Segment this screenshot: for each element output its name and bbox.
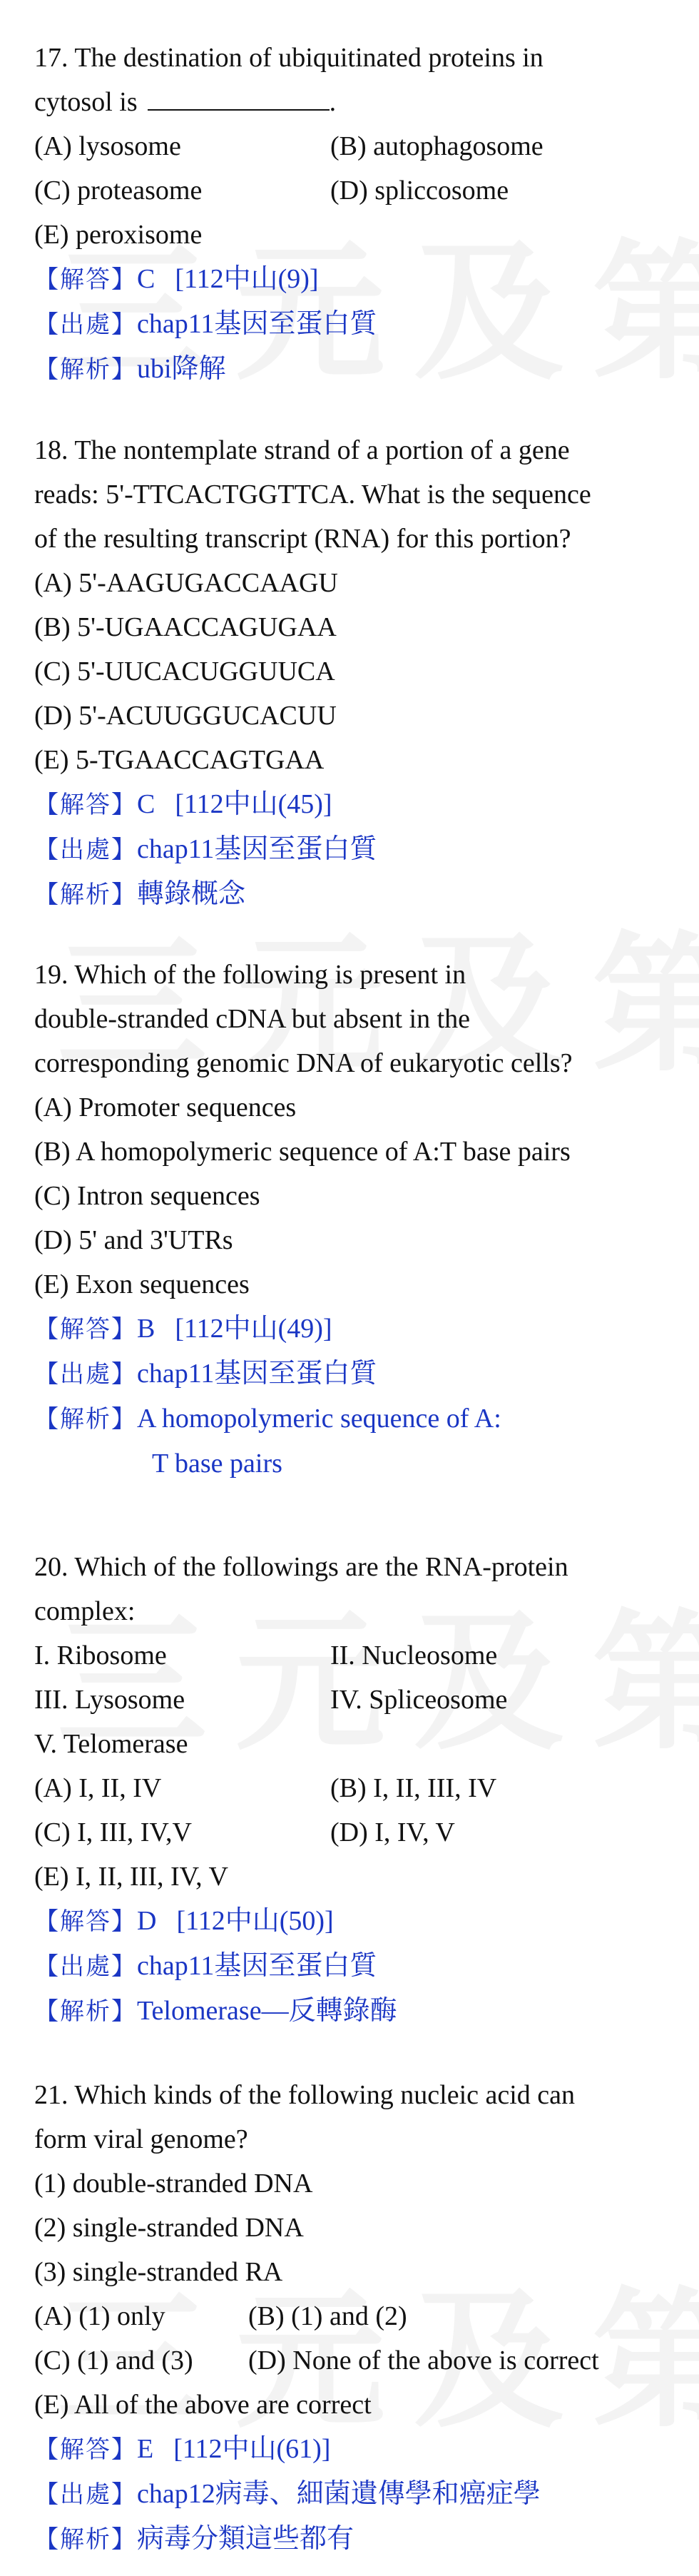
- item-iii: III. Lysosome: [34, 1685, 185, 1715]
- option-d: (D) 5'-ACUUGGUCACUU: [34, 701, 337, 731]
- option-row: [34, 2338, 676, 2383]
- option-e: (E) Exon sequences: [34, 1269, 250, 1299]
- question-stem: cytosol is .: [34, 87, 337, 117]
- option-d: (D) 5' and 3'UTRs: [34, 1225, 233, 1255]
- item-ii: II. Nucleosome: [330, 1641, 498, 1670]
- answer-line: 【解答】E [112中山(61)]: [34, 2434, 331, 2464]
- explanation-line: 【解析】A homopolymeric sequence of A:: [34, 1404, 501, 1434]
- option-a: (A) (1) only: [34, 2301, 165, 2331]
- option-a: (A) lysosome: [34, 131, 181, 161]
- option-b: (B) (1) and (2): [248, 2301, 407, 2331]
- explanation-line: 【解析】ubi降解: [34, 354, 226, 384]
- item-i: I. Ribosome: [34, 1641, 167, 1670]
- source-line: 【出處】chap11基因至蛋白質: [34, 1359, 377, 1389]
- item-row: [34, 1633, 676, 1678]
- option-d: (D) None of the above is correct: [248, 2346, 599, 2375]
- question-stem: form viral genome?: [34, 2124, 248, 2154]
- answer-line: 【解答】C [112中山(9)]: [34, 264, 319, 294]
- answer-line: 【解答】C [112中山(45)]: [34, 789, 332, 819]
- option-row: [34, 124, 676, 168]
- option-e: (E) peroxisome: [34, 220, 203, 250]
- question-18: [34, 428, 676, 917]
- source-line: 【出處】chap12病毒、細菌遺傳學和癌症學: [34, 2479, 541, 2509]
- option-e: (E) All of the above are correct: [34, 2390, 372, 2420]
- explanation-line: 【解析】病毒分類這些都有: [34, 2524, 354, 2554]
- option-a: (A) I, II, IV: [34, 1773, 162, 1803]
- item-v: V. Telomerase: [34, 1729, 188, 1759]
- question-stem: complex:: [34, 1596, 136, 1626]
- question-stem: 17. The destination of ubiquitinated proteins in: [34, 43, 544, 73]
- item-iv: IV. Spliceosome: [330, 1685, 508, 1715]
- question-stem: 19. Which of the following is present in: [34, 960, 466, 990]
- option-c: (C) I, III, IV,V: [34, 1817, 192, 1847]
- option-b: (B) I, II, III, IV: [330, 1773, 497, 1803]
- option-a: (A) 5'-AAGUGACCAAGU: [34, 568, 338, 598]
- option-b: (B) A homopolymeric sequence of A:T base pairs: [34, 1137, 571, 1167]
- option-b: (B) autophagosome: [330, 131, 544, 161]
- answer-line: 【解答】D [112中山(50)]: [34, 1906, 334, 1936]
- question-stem: double-stranded cDNA but absent in the: [34, 1004, 471, 1034]
- source-line: 【出處】chap11基因至蛋白質: [34, 309, 377, 339]
- question-19: [34, 953, 676, 1486]
- question-stem: 20. Which of the followings are the RNA-protein: [34, 1552, 568, 1582]
- option-c: (C) (1) and (3): [34, 2346, 193, 2375]
- option-c: (C) Intron sequences: [34, 1181, 260, 1211]
- option-e: (E) I, II, III, IV, V: [34, 1862, 228, 1892]
- item-row: [34, 1678, 676, 1722]
- option-b: (B) 5'-UGAACCAGUGAA: [34, 612, 337, 642]
- option-d: (D) spliccosome: [330, 176, 509, 206]
- source-line: 【出處】chap11基因至蛋白質: [34, 1951, 377, 1981]
- option-a: (A) Promoter sequences: [34, 1092, 297, 1122]
- option-e: (E) 5-TGAACCAGTGAA: [34, 745, 325, 775]
- source-line: 【出處】chap11基因至蛋白質: [34, 834, 377, 864]
- question-17: [34, 36, 676, 392]
- item-1: (1) double-stranded DNA: [34, 2169, 313, 2199]
- option-c: (C) 5'-UUCACUGGUUCA: [34, 656, 335, 686]
- answer-line: 【解答】B [112中山(49)]: [34, 1314, 332, 1344]
- explanation-line: 【解析】Telomerase—反轉錄酶: [34, 1996, 397, 2026]
- question-stem: 21. Which kinds of the following nucleic acid can: [34, 2080, 576, 2110]
- question-stem: reads: 5'-TTCACTGGTTCA. What is the sequence: [34, 480, 591, 509]
- option-row: [34, 1766, 676, 1810]
- explanation-line: 【解析】轉錄概念: [34, 879, 246, 909]
- option-row: [34, 2294, 676, 2338]
- question-stem: 18. The nontemplate strand of a portion of a gene: [34, 435, 570, 465]
- option-d: (D) I, IV, V: [330, 1817, 455, 1847]
- option-c: (C) proteasome: [34, 176, 203, 206]
- question-stem: corresponding genomic DNA of eukaryotic cells?: [34, 1048, 573, 1078]
- question-21: [34, 2073, 676, 2562]
- explanation-line-cont: T base pairs: [152, 1449, 282, 1479]
- item-3: (3) single-stranded RA: [34, 2257, 283, 2287]
- answer-blank: [148, 88, 330, 111]
- question-stem: of the resulting transcript (RNA) for this portion?: [34, 524, 571, 554]
- option-row: [34, 168, 676, 213]
- question-20: [34, 1545, 676, 2034]
- option-row: [34, 1810, 676, 1855]
- item-2: (2) single-stranded DNA: [34, 2213, 304, 2243]
